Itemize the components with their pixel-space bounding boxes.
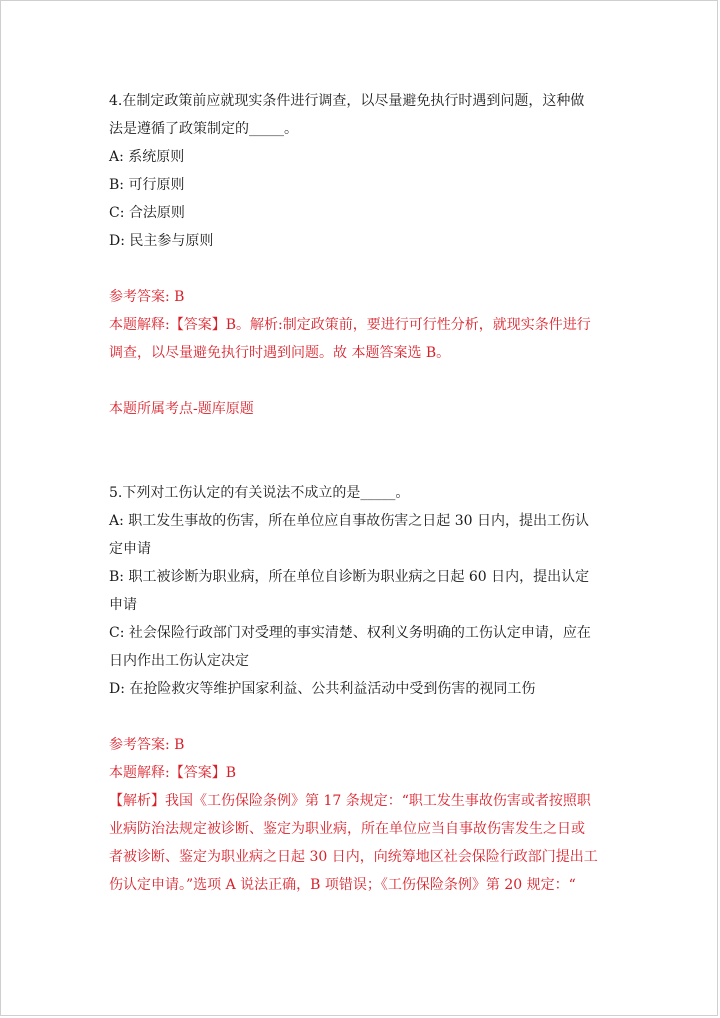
option-a: A: 职工发生事故的伤害，所在单位应自事故伤害之日起 30 日内，提出工伤认 [109, 513, 589, 529]
explanation-line: 本题解释:【答案】B。解析:制定政策前，要进行可行性分析，就现实条件进行 [109, 317, 591, 333]
page-content [109, 87, 619, 899]
option-c: C: 合法原则 [109, 205, 185, 221]
option-b: B: 可行原则 [109, 177, 185, 193]
reference-answer: 参考答案: B [109, 737, 185, 753]
question-4 [109, 87, 619, 423]
option-c-continued: 日内作出工伤认定决定 [109, 653, 249, 669]
explanation-line: 者被诊断、鉴定为职业病之日起 30 日内，向统筹地区社会保险行政部门提出工 [109, 849, 598, 865]
explanation-head: 本题解释:【答案】B [109, 765, 237, 781]
reference-answer: 参考答案: B [109, 289, 185, 305]
question-stem-line: 法是遵循了政策制定的_____。 [109, 121, 298, 137]
option-c: C: 社会保险行政部门对受理的事实清楚、权利义务明确的工伤认定申请，应在 [109, 625, 591, 641]
option-d: D: 在抢险救灾等维护国家利益、公共利益活动中受到伤害的视同工伤 [109, 681, 536, 697]
question-stem-line: 4.在制定政策前应就现实条件进行调查，以尽量避免执行时遇到问题，这种做 [109, 93, 585, 109]
explanation-line: 伤认定申请。”选项 A 说法正确，B 项错误；《工伤保险条例》第 20 规定：“ [109, 877, 576, 893]
explanation-line: 调查，以尽量避免执行时遇到问题。故 本题答案选 B。 [109, 345, 451, 361]
option-d: D: 民主参与原则 [109, 233, 214, 249]
explanation-line: 业病防治法规定被诊断、鉴定为职业病，所在单位应当自事故伤害发生之日或 [109, 821, 585, 837]
question-category: 本题所属考点-题库原题 [109, 401, 254, 417]
option-b-continued: 申请 [109, 597, 137, 613]
explanation-line: 【解析】我国《工伤保险条例》第 17 条规定：“职工发生事故伤害或者按照职 [109, 793, 591, 809]
option-a: A: 系统原则 [109, 149, 185, 165]
question-5 [109, 479, 619, 899]
question-stem-line: 5.下列对工伤认定的有关说法不成立的是_____。 [109, 485, 410, 501]
option-b: B: 职工被诊断为职业病，所在单位自诊断为职业病之日起 60 日内，提出认定 [109, 569, 590, 585]
option-a-continued: 定申请 [109, 541, 151, 557]
